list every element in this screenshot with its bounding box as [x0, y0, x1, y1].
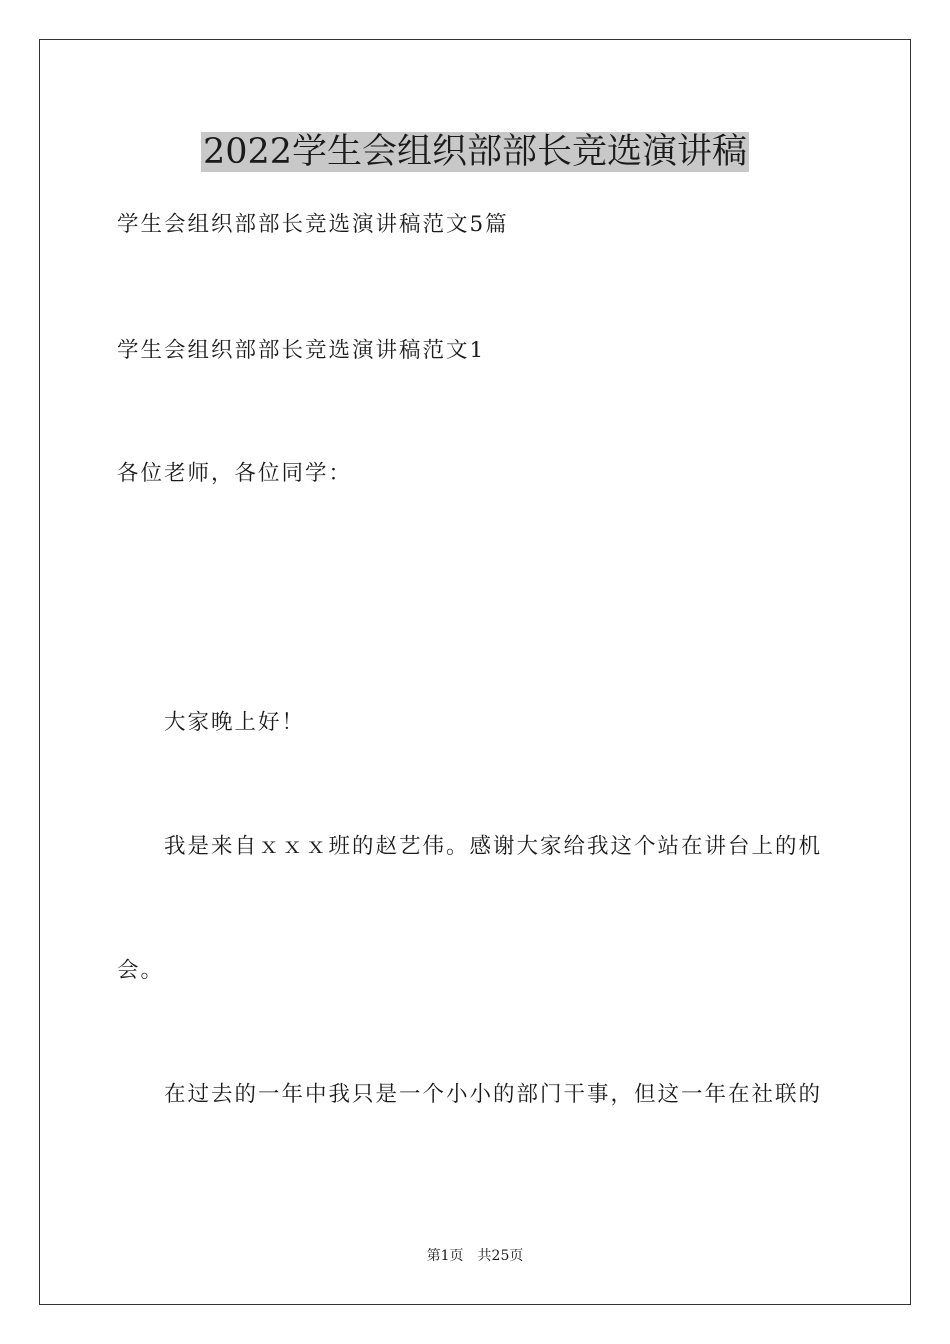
greeting-paragraph: 大家晚上好！	[164, 710, 306, 735]
salutation: 各位老师，各位同学：	[117, 461, 353, 486]
section-heading: 学生会组织部部长竞选演讲稿范文1	[117, 338, 486, 363]
body-paragraph-line: 我是来自ｘｘｘ班的赵艺伟。感谢大家给我这个站在讲台上的机	[164, 834, 823, 859]
body-paragraph-line: 在过去的一年中我只是一个小小的部门干事，但这一年在社联的	[164, 1082, 823, 1107]
document-title-text: 2022学生会组织部部长竞选演讲稿	[202, 132, 748, 172]
document-subtitle: 学生会组织部部长竞选演讲稿范文5篇	[117, 212, 509, 237]
page-number-footer: 第1页 共25页	[426, 1248, 524, 1264]
body-paragraph-line: 会。	[117, 958, 165, 983]
document-title	[0, 131, 950, 173]
